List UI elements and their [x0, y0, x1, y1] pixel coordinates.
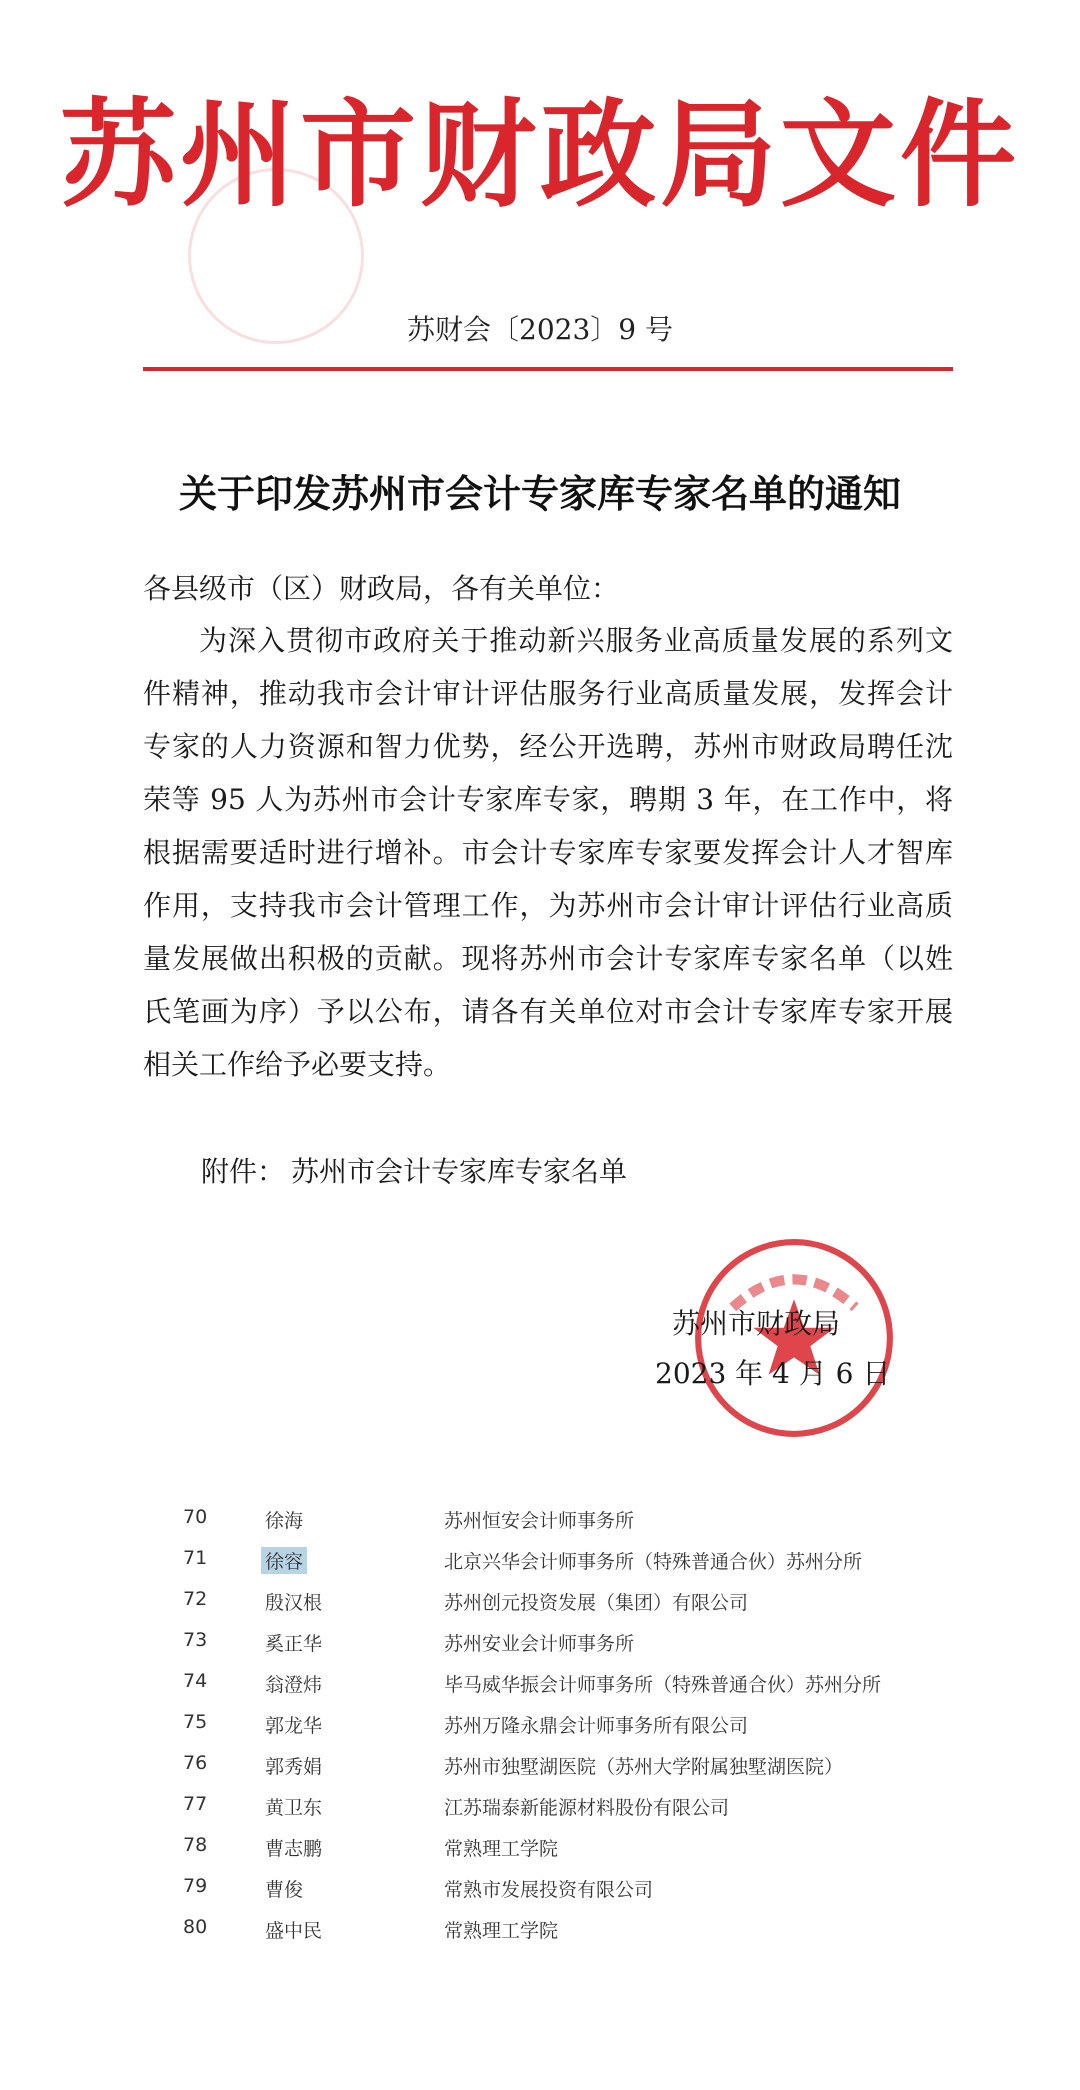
expert-organization: 苏州万隆永鼎会计师事务所有限公司 [444, 1715, 749, 1737]
table-row [160, 1506, 980, 1547]
masthead: 苏州市财政局文件 [60, 87, 1020, 223]
expert-name: 盛中民 [265, 1920, 323, 1942]
attachment-line [201, 1150, 633, 1190]
notice-body: 为深入贯彻市政府关于推动新兴服务业高质量发展的系列文件精神，推动我市会计审计评估服务行业高质量发展，发挥会计专家的人力资源和智力优势，经公开选聘，苏州市财政局聘任沈荣等 95 人为苏州市会计专家库专家，聘期 3 年，在工作中，将根据需要适时进行增补。市会计专家库专家要发挥会计人才智库作用，支持我市会计管理工作，为苏州市会计审计评估行业高质量发展做出积极的贡献。现将苏州市会计专家库专家名单（以姓氏笔画为序）予以公布，请各有关单位对市会计专家库专家开展相关工作给予必要支持。 [143, 624, 953, 1081]
table-row [160, 1547, 980, 1588]
expert-organization: 毕马威华振会计师事务所（特殊普通合伙）苏州分所 [444, 1674, 882, 1696]
expert-name: 殷汉根 [265, 1592, 323, 1614]
table-row [160, 1916, 980, 1957]
expert-organization: 常熟市发展投资有限公司 [444, 1879, 654, 1901]
row-number: 72 [183, 1588, 208, 1610]
row-number: 71 [183, 1547, 208, 1569]
salutation: 各县级市（区）财政局，各有关单位： [143, 572, 620, 605]
signature-org: 苏州市财政局 [672, 1307, 841, 1340]
notice-title: 关于印发苏州市会计专家库专家名单的通知 [178, 471, 901, 516]
attachment-title: 苏州市会计专家库专家名单 [291, 1155, 628, 1188]
expert-organization: 常熟理工学院 [444, 1920, 559, 1942]
row-number: 79 [183, 1875, 208, 1897]
table-row [160, 1629, 980, 1670]
row-number: 73 [183, 1629, 208, 1651]
expert-name: 黄卫东 [265, 1797, 323, 1819]
expert-organization: 北京兴华会计师事务所（特殊普通合伙）苏州分所 [444, 1551, 863, 1573]
table-row [160, 1793, 980, 1834]
row-number: 75 [183, 1711, 208, 1733]
expert-name: 翁澄炜 [265, 1674, 323, 1696]
table-row [160, 1588, 980, 1629]
expert-name: 郭秀娟 [265, 1756, 323, 1778]
expert-name: 郭龙华 [265, 1715, 323, 1737]
red-divider [143, 367, 953, 371]
expert-name: 徐海 [265, 1510, 304, 1532]
table-row [160, 1875, 980, 1916]
expert-organization: 苏州恒安会计师事务所 [444, 1510, 635, 1532]
expert-organization: 常熟理工学院 [444, 1838, 559, 1860]
table-row [160, 1711, 980, 1752]
expert-organization: 苏州安业会计师事务所 [444, 1633, 635, 1655]
signature-date: 2023 年 4 月 6 日 [655, 1357, 891, 1390]
table-row [160, 1752, 980, 1793]
attachment-label: 附件： [201, 1155, 286, 1188]
row-number: 80 [183, 1916, 208, 1938]
expert-name: 奚正华 [265, 1633, 323, 1655]
document-number: 苏财会〔2023〕9 号 [407, 313, 673, 346]
expert-name: 徐容 [261, 1547, 307, 1574]
expert-name: 曹俊 [265, 1879, 304, 1901]
row-number: 76 [183, 1752, 208, 1774]
row-number: 78 [183, 1834, 208, 1856]
table-row [160, 1670, 980, 1711]
expert-organization: 苏州市独墅湖医院（苏州大学附属独墅湖医院） [444, 1756, 844, 1778]
row-number: 74 [183, 1670, 208, 1692]
row-number: 70 [183, 1506, 208, 1528]
expert-list [160, 1506, 980, 1957]
expert-organization: 江苏瑞泰新能源材料股份有限公司 [444, 1797, 730, 1819]
table-row [160, 1834, 980, 1875]
expert-organization: 苏州创元投资发展（集团）有限公司 [444, 1592, 749, 1614]
expert-name: 曹志鹏 [265, 1838, 323, 1860]
row-number: 77 [183, 1793, 208, 1815]
